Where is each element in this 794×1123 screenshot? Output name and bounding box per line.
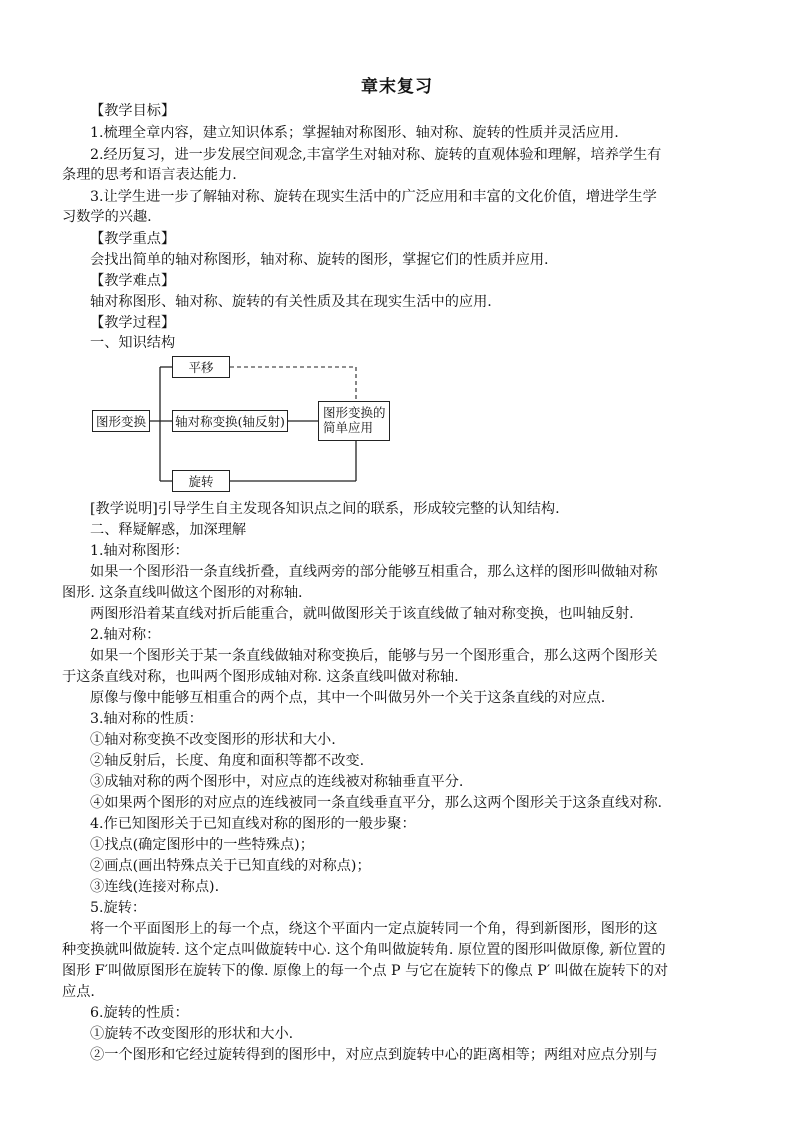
section-heading-key-points: 【教学重点】 xyxy=(90,231,176,247)
knowledge-structure-diagram xyxy=(90,352,400,497)
objective-3-cont: 习数学的兴趣. xyxy=(62,209,152,225)
item-5-text-cont-2: 图形 F′叫做原图形在旋转下的像. 原像上的每一个点 P 与它在旋转下的像点 P′ 叫做在旋转下的对 xyxy=(62,963,669,979)
application-line-1: 图形变换的 xyxy=(323,405,386,420)
item-2-text: 如果一个图形关于某一条直线做轴对称变换后，能够与另一个图形重合，那么这两个图形关 xyxy=(90,648,658,664)
section-clarify: 二、释疑解惑，加深理解 xyxy=(90,522,247,538)
difficulties-text: 轴对称图形、轴对称、旋转的有关性质及其在现实生活中的应用. xyxy=(90,294,492,310)
item-1-text-2: 两图形沿着某直线对折后能重合，就叫做图形关于该直线做了轴对称变换，也叫轴反射. xyxy=(90,606,634,622)
item-5-text-cont-1: 种变换就叫做旋转. 这个定点叫做旋转中心. 这个角叫做旋转角. 原位置的图形叫做原像, 新位置的 xyxy=(62,942,666,958)
item-2-text-cont: 于这条直线对称，也叫两个图形成轴对称. 这条直线叫做对称轴. xyxy=(62,669,459,685)
item-4-step-1: ①找点(确定图形中的一些特殊点)； xyxy=(90,837,314,853)
application-line-2: 简单应用 xyxy=(323,420,374,435)
subsection-knowledge-structure: 一、知识结构 xyxy=(90,335,176,351)
item-3-heading: 3.轴对称的性质： xyxy=(90,711,203,727)
application-box xyxy=(318,401,390,441)
item-3-point-3: ③成轴对称的两个图形中，对应点的连线被对称轴垂直平分. xyxy=(90,774,464,790)
section-heading-difficulties: 【教学难点】 xyxy=(90,273,176,289)
item-4-step-3: ③连线(连接对称点). xyxy=(90,879,220,895)
item-3-point-4: ④如果两个图形的对应点的连线被同一条直线垂直平分，那么这两个图形关于这条直线对称. xyxy=(90,795,663,811)
item-6-point-1: ①旋转不改变图形的形状和大小. xyxy=(90,1026,294,1042)
section-heading-process: 【教学过程】 xyxy=(90,315,176,331)
item-6-heading: 6.旋转的性质： xyxy=(90,1005,189,1021)
transform-box: 图形变换 xyxy=(92,410,150,432)
section-heading-objectives: 【教学目标】 xyxy=(90,103,176,119)
item-4-heading: 4.作已知图形关于已知直线对称的图形的一般步聚： xyxy=(90,816,416,832)
item-4-step-2: ②画点(画出特殊点关于已知直线的对称点)； xyxy=(90,858,371,874)
rotation-box: 旋转 xyxy=(172,470,230,492)
axial-transform-box: 轴对称变换(轴反射) xyxy=(172,410,288,432)
item-5-text-cont-3: 应点. xyxy=(62,984,95,1000)
objective-3: 3.让学生进一步了解轴对称、旋转在现实生活中的广泛应用和丰富的文化价值，增进学生学 xyxy=(90,189,657,205)
page-title: 章末复习 xyxy=(361,77,433,97)
teaching-note: [教学说明]引导学生自主发现各知识点之间的联系，形成较完整的认知结构. xyxy=(90,501,560,517)
key-points-text: 会找出简单的轴对称图形，轴对称、旋转的图形，掌握它们的性质并应用. xyxy=(90,252,549,268)
objective-1: 1.梳理全章内容，建立知识体系；掌握轴对称图形、轴对称、旋转的性质并灵活应用. xyxy=(90,125,619,141)
translation-box: 平移 xyxy=(172,356,230,378)
item-1-heading: 1.轴对称图形： xyxy=(90,543,189,559)
item-6-point-2: ②一个图形和它经过旋转得到的图形中，对应点到旋转中心的距离相等；两组对应点分别与 xyxy=(90,1047,658,1063)
item-5-heading: 5.旋转： xyxy=(90,900,147,916)
item-1-text-cont: 图形. 这条直线叫做这个图形的对称轴. xyxy=(62,585,303,601)
item-2-text-2: 原像与像中能够互相重合的两个点，其中一个叫做另外一个关于这条直线的对应点. xyxy=(90,690,606,706)
item-3-point-1: ①轴对称变换不改变图形的形状和大小. xyxy=(90,732,336,748)
item-2-heading: 2.轴对称： xyxy=(90,627,161,643)
item-1-text: 如果一个图形沿一条直线折叠，直线两旁的部分能够互相重合，那么这样的图形叫做轴对称 xyxy=(90,564,658,580)
item-5-text: 将一个平面图形上的每一个点，绕这个平面内一定点旋转同一个角，得到新图形，图形的这 xyxy=(90,921,658,937)
objective-2: 2.经历复习，进一步发展空间观念,丰富学生对轴对称、旋转的直观体验和理解，培养学生有 xyxy=(90,147,662,163)
objective-2-cont: 条理的思考和语言表达能力. xyxy=(62,167,237,183)
item-3-point-2: ②轴反射后，长度、角度和面积等都不改变. xyxy=(90,753,365,769)
